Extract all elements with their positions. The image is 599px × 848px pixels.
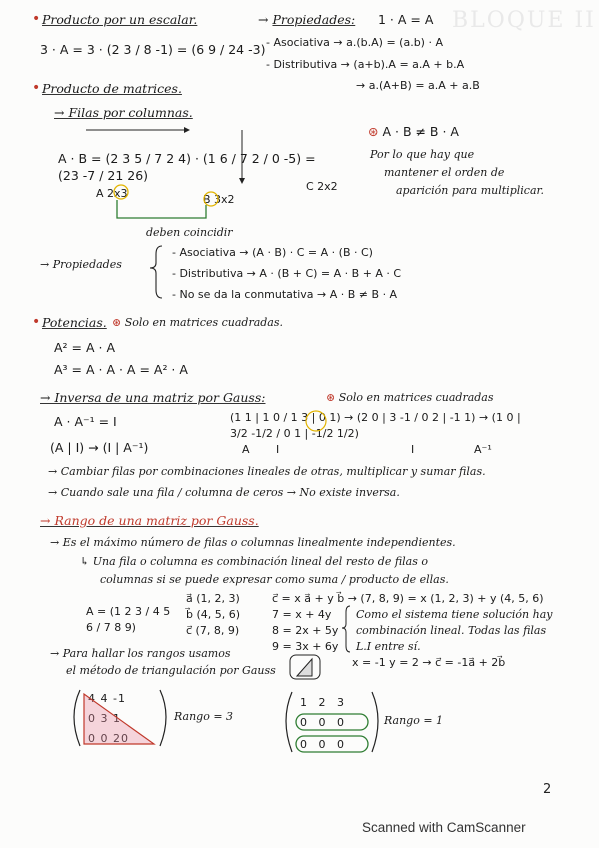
inverse-scheme: (A | I) → (I | A⁻¹) — [50, 440, 149, 455]
star-circle-icon: ⊛ — [112, 316, 122, 329]
zero-row-oval-icon — [296, 736, 368, 752]
left-paren-icon — [74, 690, 80, 746]
rank-vector-b: b⃗ (4, 5, 6) — [186, 608, 241, 621]
scalar-prop-1: 1 · A = A — [378, 12, 434, 27]
rank-ex2-row-1: 1 2 3 — [300, 696, 348, 709]
highlight-circle-icon — [306, 411, 326, 431]
star-circle-icon: ⊛ — [326, 391, 336, 404]
highlight-circle-icon — [114, 185, 128, 199]
rank-system-note-3: L.I entre sí. — [356, 640, 421, 653]
product-prop-3: - No se da la conmutativa → A · B ≠ B · A — [172, 288, 398, 301]
dimension-link-icon — [117, 200, 206, 218]
product-note-1: Por lo que hay que — [370, 148, 475, 161]
rank-ex1-row-3: 0 0 20 — [88, 732, 129, 745]
scalar-prop-2: - Asociativa → a.(b.A) = (a.b) · A — [266, 36, 443, 49]
bullet-icon: • — [32, 11, 41, 27]
rank-matrix: A = (1 2 3 / 4 5 6 / 7 8 9) — [86, 605, 171, 634]
rank-system-1: 7 = x + 4y — [272, 608, 332, 621]
scalar-prop-4: → a.(A+B) = a.A + a.B — [356, 79, 480, 92]
powers-note: ⊛ Solo en matrices cuadradas. — [112, 316, 284, 329]
rank-ex1-result: Rango = 3 — [174, 710, 234, 723]
triangle-icon — [297, 659, 312, 676]
highlight-circle-icon — [204, 192, 218, 206]
row-arrow-head-icon — [184, 127, 190, 133]
column-arrow-head-icon — [239, 178, 245, 184]
inverse-rule-1: → Cambiar filas por combinaciones lineales de otras, multiplicar y sumar filas. — [48, 465, 486, 478]
inverse-def: A · A⁻¹ = I — [54, 414, 117, 429]
section-title-rank: → Rango de una matriz por Gauss. — [40, 513, 259, 528]
rank-solution: x = -1 y = 2 → c⃗ = -1a⃗ + 2b⃗ — [352, 656, 506, 669]
must-match-label: deben coincidir — [146, 226, 233, 239]
rank-system-3: 9 = 3x + 6y — [272, 640, 339, 653]
left-paren-icon — [286, 692, 292, 752]
star-circle-icon: ⊛ — [368, 124, 379, 139]
powers-line-2: A³ = A · A · A = A² · A — [54, 362, 188, 377]
rank-def-3: columnas si se puede expresar como suma / producto de ellas. — [100, 573, 449, 586]
bullet-icon: • — [32, 80, 41, 96]
scanner-footer: Scanned with CamScanner — [362, 820, 526, 835]
rank-system-2: 8 = 2x + 5y — [272, 624, 339, 637]
scalar-prop-3: - Distributiva → (a+b).A = a.A + b.A — [266, 58, 465, 71]
product-note-2: mantener el orden de — [384, 166, 505, 179]
brace-icon — [150, 246, 162, 298]
product-noncommutative: ⊛ A · B ≠ B · A — [368, 124, 459, 139]
rank-method-2: el método de triangulación por Gauss — [66, 664, 276, 677]
inverse-example: (1 1 | 1 0 / 1 3 | 0 1) → (2 0 | 3 -1 / 0 2 | -1 1) → (1 0 | 3/2 -1/2 / 0 1 | -1/2 1/2) — [230, 411, 521, 440]
product-props-label: → Propiedades — [40, 258, 122, 271]
section-title-scalar: Producto por un escalar. — [42, 12, 198, 27]
product-sub: → Filas por columnas. — [54, 105, 193, 120]
rank-method-1: → Para hallar los rangos usamos — [50, 647, 231, 660]
product-prop-1: - Asociativa → (A · B) · C = A · (B · C) — [172, 246, 373, 259]
section-title-powers: Potencias. — [42, 315, 107, 330]
inverse-note: ⊛ Solo en matrices cuadradas — [326, 391, 494, 404]
inverse-label-ainv: A⁻¹ — [474, 443, 492, 456]
zero-triangle-icon — [84, 694, 154, 744]
zero-row-oval-icon — [296, 714, 368, 730]
scalar-example: 3 · A = 3 · (2 3 / 8 -1) = (6 9 / 24 -3) — [40, 42, 266, 57]
inverse-rule-2: → Cuando sale una fila / columna de ceros → No existe inversa. — [48, 486, 400, 499]
rank-ex2-row-2: 0 0 0 — [300, 716, 348, 729]
rank-def-2: ↳ Una fila o columna es combinación lineal del resto de filas o — [80, 555, 429, 568]
inverse-label-i2: I — [411, 443, 415, 456]
rank-def-1: → Es el máximo número de filas o columnas linealmente independientes. — [50, 536, 456, 549]
right-paren-icon — [160, 690, 166, 746]
section-title-product: Producto de matrices. — [42, 81, 182, 96]
right-paren-icon — [372, 692, 378, 752]
rank-ex1-row-2: 0 3 1 — [88, 712, 121, 725]
rank-system-note-2: combinación lineal. Todas las filas — [356, 624, 547, 637]
section-title-inverse: → Inversa de una matriz por Gauss: — [40, 390, 266, 405]
rank-ex2-row-3: 0 0 0 — [300, 738, 348, 751]
product-prop-2: - Distributiva → A · (B + C) = A · B + A · C — [172, 267, 402, 280]
inverse-label-i1: I — [276, 443, 280, 456]
rank-ex1-row-1: 4 4 -1 — [88, 692, 126, 705]
rank-eq-main: c⃗ = x a⃗ + y b⃗ → (7, 8, 9) = x (1, 2, 3) + y (4, 5, 6) — [272, 592, 544, 605]
watermark: BLOQUE II — [452, 8, 596, 33]
rank-system-note-1: Como el sistema tiene solución hay — [356, 608, 553, 621]
scalar-props-label: → Propiedades: — [258, 12, 356, 27]
page-number: 2 — [543, 782, 552, 797]
powers-line-1: A² = A · A — [54, 340, 116, 355]
rank-vector-c: c⃗ (7, 8, 9) — [186, 624, 240, 637]
inverse-label-a: A — [242, 443, 250, 456]
dim-c: C 2x2 — [306, 180, 338, 193]
product-expression: A · B = (2 3 5 / 7 2 4) · (1 6 / 7 2 / 0 -5) = (23 -7 / 21 26) — [58, 151, 316, 183]
rank-ex2-result: Rango = 1 — [384, 714, 444, 727]
product-note-3: aparición para multiplicar. — [396, 184, 545, 197]
brace-icon — [342, 606, 350, 652]
dim-b: B 3x2 — [203, 193, 235, 206]
bullet-icon: • — [32, 314, 41, 330]
dim-a: A 2x3 — [96, 187, 128, 200]
rank-vector-a: a⃗ (1, 2, 3) — [186, 592, 240, 605]
